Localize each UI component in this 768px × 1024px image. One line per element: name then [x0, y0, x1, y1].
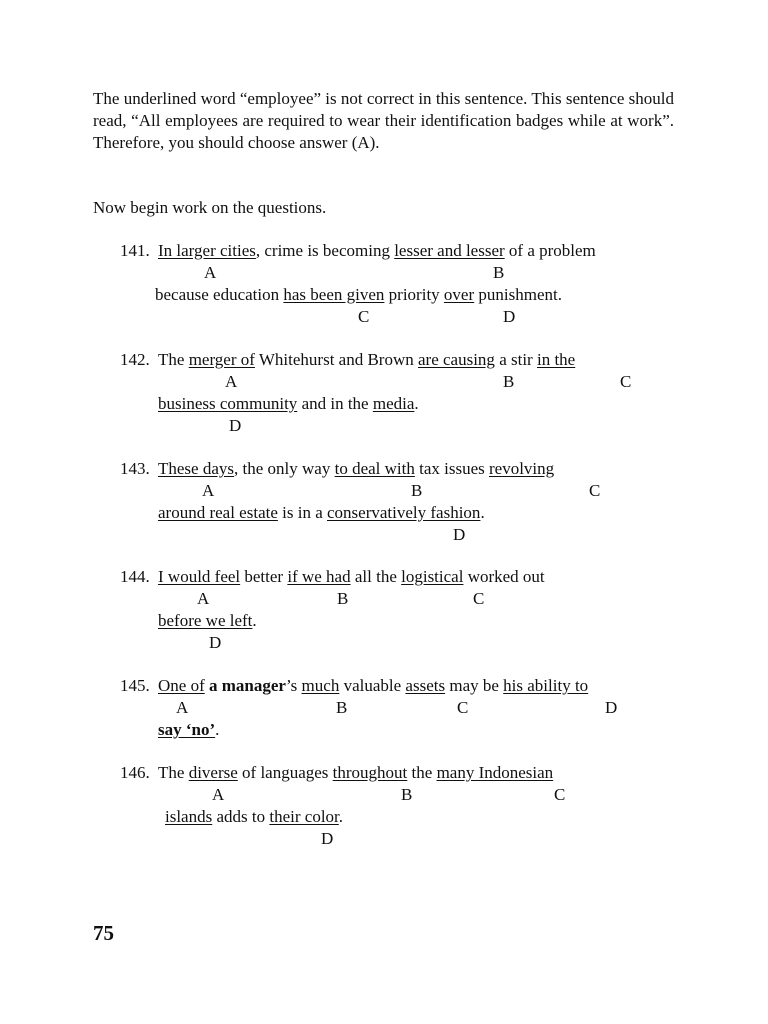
underlined-option: revolving [489, 459, 555, 478]
begin-instruction: Now begin work on the questions. [93, 198, 327, 217]
underlined-option: much [301, 676, 340, 695]
option-letter-c: C [554, 785, 566, 804]
option-letter-a: A [202, 481, 215, 500]
question-line-1 [158, 349, 575, 371]
sentence-text: a manager [204, 676, 286, 695]
sentence-text: the [407, 763, 437, 782]
option-letter-a: A [176, 698, 189, 717]
option-letter-c: C [358, 307, 370, 326]
underlined-option: to deal with [334, 459, 415, 478]
option-letter-c: C [457, 698, 469, 717]
question-line-2 [158, 502, 485, 524]
sentence-text: . [215, 720, 220, 739]
sentence-text: worked out [463, 567, 545, 586]
sentence-text: , the only way [234, 459, 335, 478]
sentence-text: ’s [285, 676, 302, 695]
underlined-option: business community [158, 394, 298, 413]
question-number: 142. [120, 350, 150, 369]
option-letter-c: C [473, 589, 485, 608]
sentence-text: . [338, 807, 344, 826]
sentence-text: better [240, 567, 288, 586]
underlined-option: lesser and lesser [394, 241, 505, 260]
sentence-text: all the [350, 567, 402, 586]
underlined-option: in the [536, 350, 576, 369]
sentence-text: tax issues [414, 459, 489, 478]
sentence-text: of languages [237, 763, 333, 782]
question-line-1 [158, 566, 545, 588]
underlined-option: merger of [188, 350, 255, 369]
underlined-option: around real estate [158, 503, 278, 522]
option-letter-d: D [605, 698, 618, 717]
question-line-2 [165, 806, 343, 828]
underlined-option: if we had [287, 567, 351, 586]
sentence-text: priority [384, 285, 444, 304]
option-letter-d: D [453, 525, 466, 544]
question-line-1 [158, 240, 596, 262]
underlined-option: say ‘no’ [158, 720, 216, 739]
question-line-2 [158, 393, 419, 415]
question-number: 145. [120, 676, 150, 695]
question-number: 146. [120, 763, 150, 782]
sentence-text: valuable [339, 676, 406, 695]
page-number: 75 [93, 921, 114, 945]
sentence-text: punishment. [474, 285, 562, 304]
question-number: 144. [120, 567, 150, 586]
question-number: 141. [120, 241, 150, 260]
sentence-text: because education [155, 285, 284, 304]
underlined-option: islands [165, 807, 213, 826]
question-number: 143. [120, 459, 150, 478]
question-line-2 [158, 610, 257, 632]
option-letter-b: B [401, 785, 413, 804]
sentence-text: adds to [212, 807, 270, 826]
underlined-option: One of [158, 676, 205, 695]
underlined-option: conservatively fashion [327, 503, 481, 522]
sentence-text: may be [445, 676, 504, 695]
intro-paragraph: The underlined word “employee” is not correct in this sentence. This sentence should read, “All employees are required to wear their identification badges while at work”. Therefore, you should choose answer (A). [93, 89, 674, 152]
question-line-2 [158, 719, 219, 741]
option-letter-c: C [620, 372, 632, 391]
sentence-text: of a problem [504, 241, 596, 260]
sentence-text: . [414, 394, 419, 413]
option-letter-c: C [589, 481, 601, 500]
underlined-option: throughout [332, 763, 408, 782]
underlined-option: logistical [401, 567, 464, 586]
underlined-option: I would feel [158, 567, 241, 586]
sentence-text: . [252, 611, 257, 630]
sentence-text: . [480, 503, 485, 522]
sentence-text: a stir [494, 350, 537, 369]
underlined-option: many Indonesian [436, 763, 554, 782]
option-letter-d: D [209, 633, 222, 652]
underlined-option: are causing [418, 350, 495, 369]
option-letter-a: A [212, 785, 225, 804]
underlined-option: before we left [158, 611, 253, 630]
option-letter-a: A [204, 263, 217, 282]
underlined-option: These days [158, 459, 235, 478]
underlined-option: media [372, 394, 415, 413]
sentence-text: The [158, 763, 189, 782]
question-line-1 [158, 675, 588, 697]
underlined-option: their color [269, 807, 339, 826]
sentence-text: and in the [297, 394, 373, 413]
sentence-text: , crime is becoming [255, 241, 395, 260]
option-letter-a: A [197, 589, 210, 608]
option-letter-b: B [337, 589, 349, 608]
underlined-option: over [443, 285, 475, 304]
underlined-option: assets [405, 676, 446, 695]
question-line-2 [155, 284, 562, 306]
question-line-1 [158, 762, 553, 784]
underlined-option: In larger cities [158, 241, 256, 260]
option-letter-d: D [229, 416, 242, 435]
underlined-option: diverse [188, 763, 238, 782]
underlined-option: has been given [283, 285, 385, 304]
sentence-text: Whitehurst and Brown [254, 350, 418, 369]
option-letter-d: D [321, 829, 334, 848]
question-line-1 [158, 458, 554, 480]
underlined-option: his ability to [503, 676, 589, 695]
sentence-text: is in a [277, 503, 327, 522]
option-letter-b: B [493, 263, 505, 282]
sentence-text: The [158, 350, 189, 369]
option-letter-b: B [503, 372, 515, 391]
option-letter-a: A [225, 372, 238, 391]
option-letter-b: B [336, 698, 348, 717]
option-letter-d: D [503, 307, 516, 326]
option-letter-b: B [411, 481, 423, 500]
